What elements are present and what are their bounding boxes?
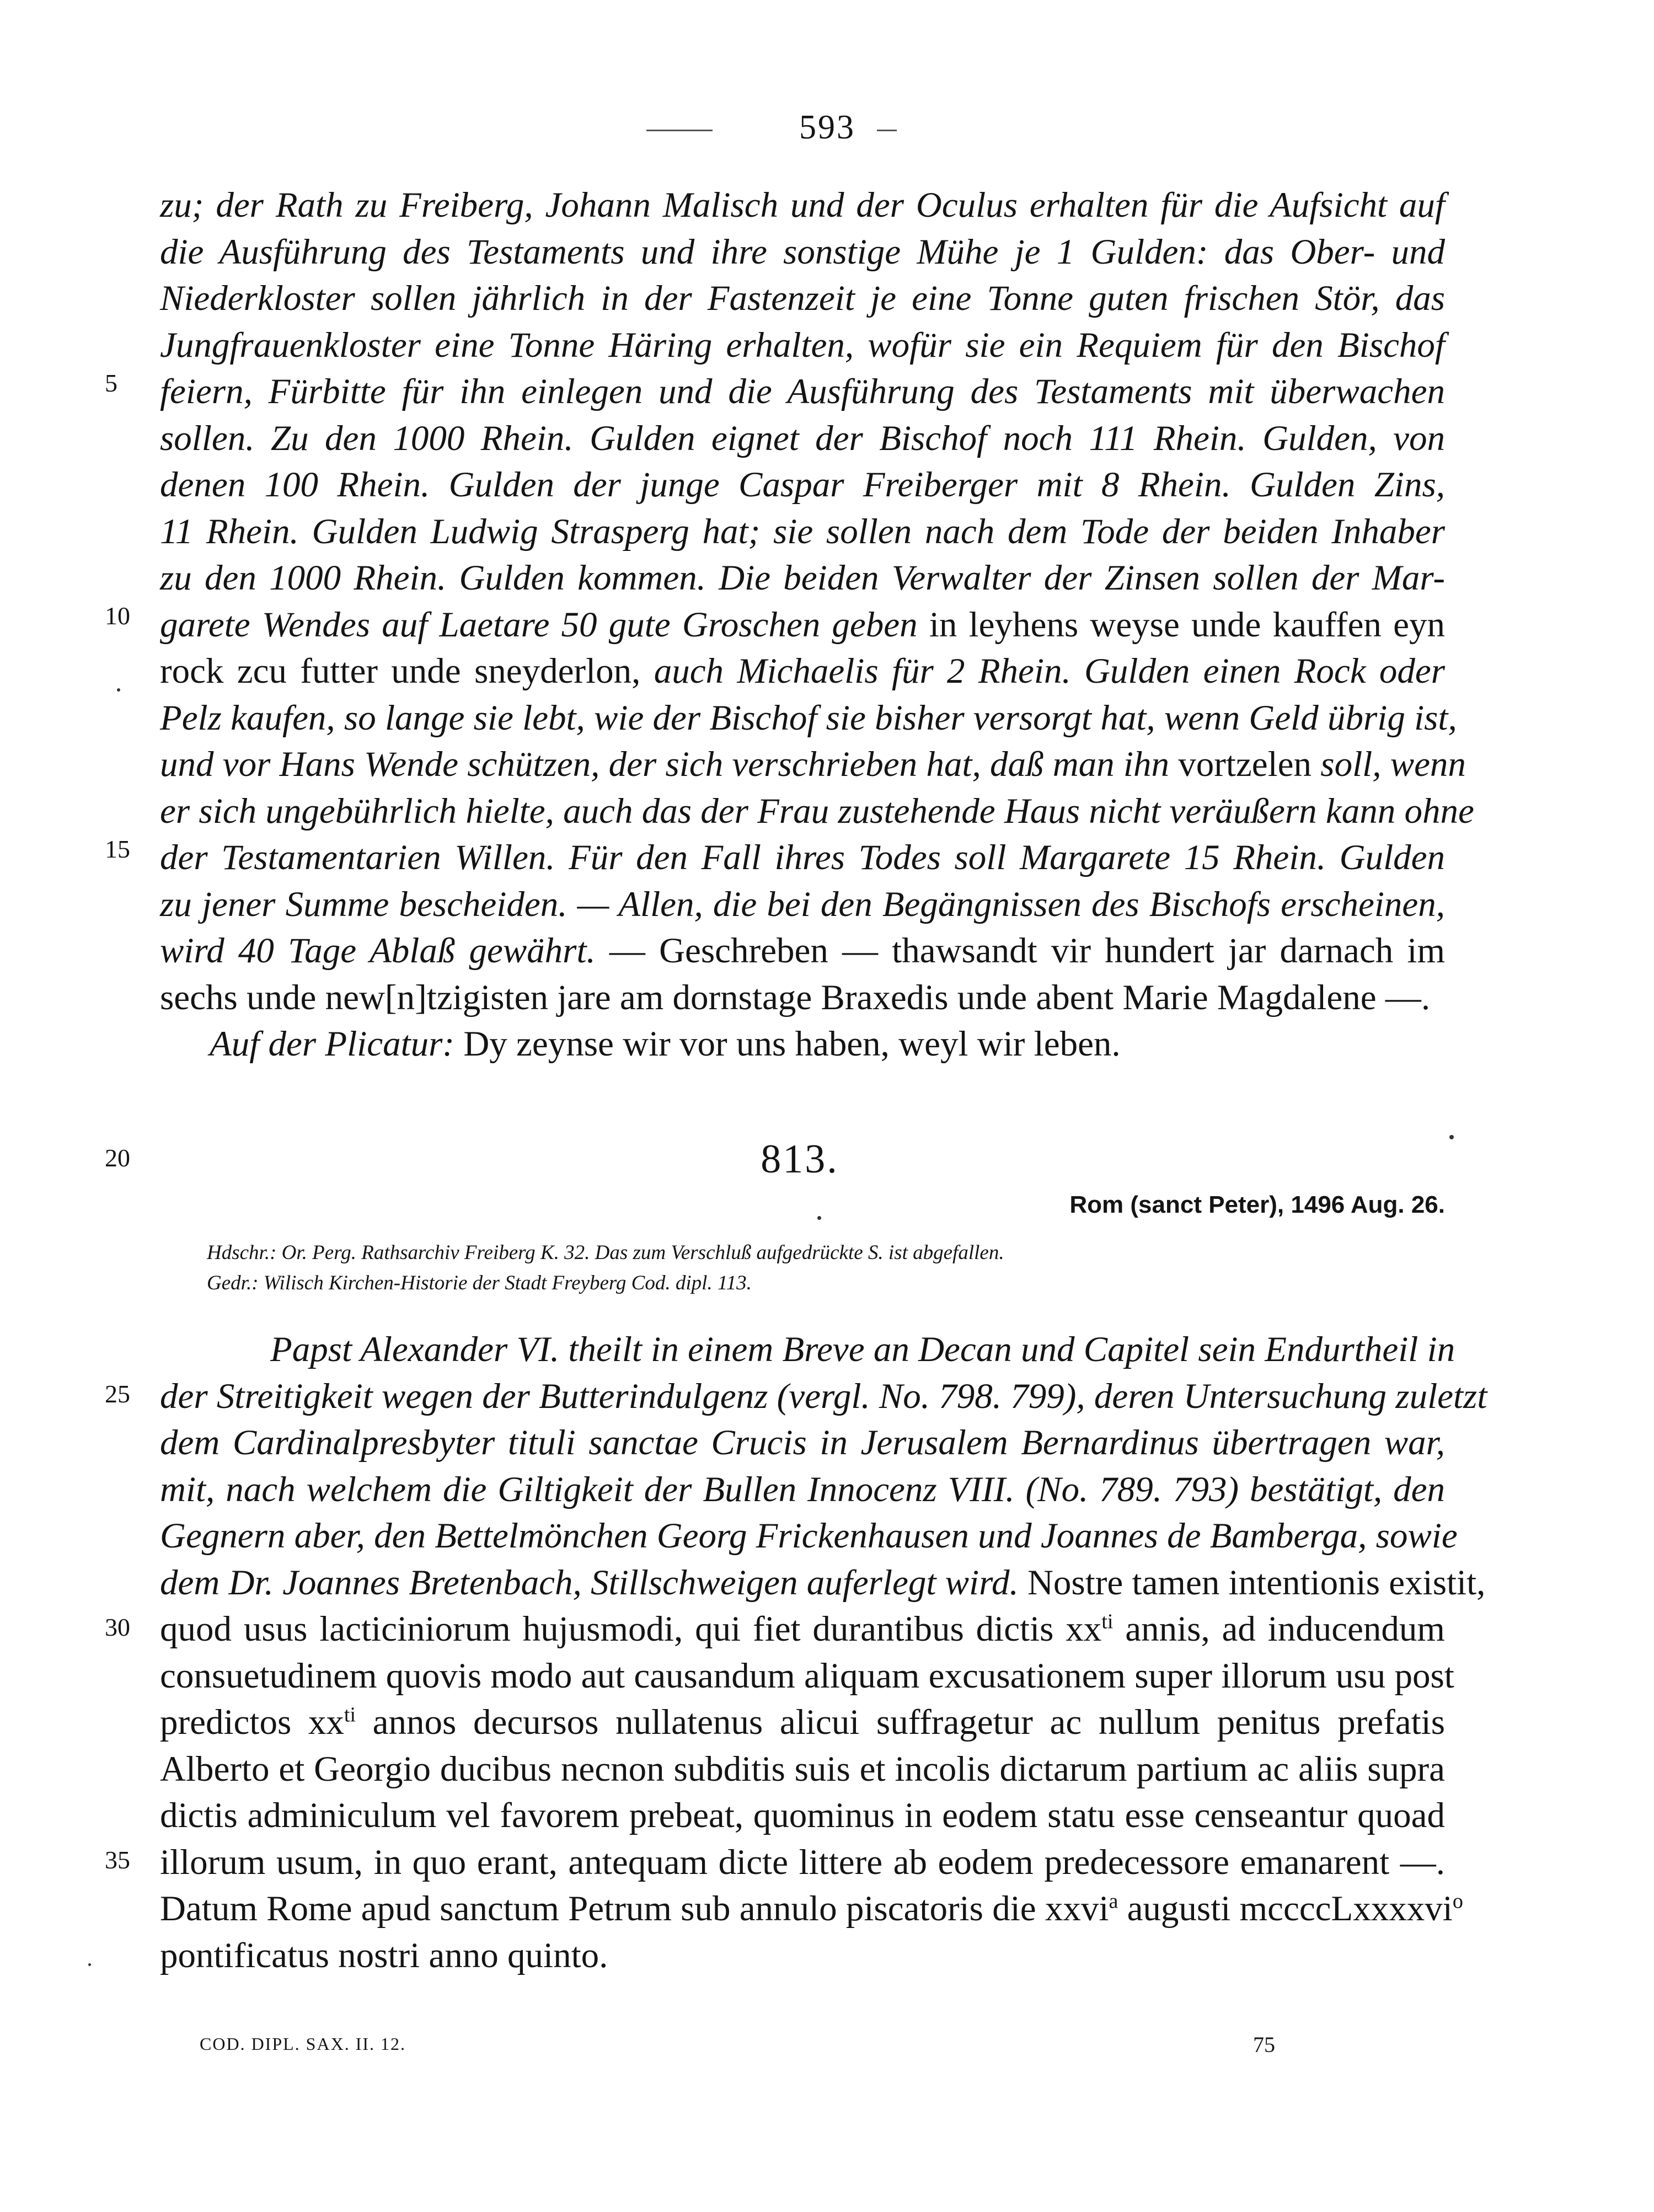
- text-line: [160, 1560, 1486, 1606]
- line-number-10: 10: [105, 602, 130, 630]
- line-number-15: 15: [105, 835, 130, 863]
- text-line: [160, 928, 1445, 974]
- text-line: [160, 182, 1445, 229]
- line-number-35: 35: [105, 1846, 130, 1874]
- scan-speck: [817, 1216, 821, 1220]
- superscript: o: [1452, 1889, 1463, 1913]
- text-run: consuetudinem quovis modo aut causandum aliquam excusationem super illorum usu post: [160, 1656, 1454, 1696]
- text-line: [160, 1373, 1487, 1420]
- document-dateline: Rom (sanct Peter), 1496 Aug. 26.: [1069, 1191, 1445, 1218]
- header-rule-left: [646, 130, 713, 131]
- text-line: [160, 974, 1445, 1021]
- text-run: dem Cardinalpresbyter tituli sanctae Crucis in Jerusalem Bernardinus übertragen war,: [160, 1423, 1445, 1463]
- text-run: mit, nach welchem die Giltigkeit der Bullen Innocenz VIII. (No. 789. 793) bestätigt, den: [160, 1469, 1445, 1509]
- text-line: [160, 508, 1445, 555]
- scan-speck: [1449, 1135, 1454, 1139]
- text-run: Datum Rome apud sanctum Petrum sub annulo piscatoris die xxvi: [160, 1889, 1109, 1929]
- text-run: Gegnern aber, den Bettelmönchen Georg Frickenhausen und Joannes de Bamberga, sowie: [160, 1516, 1458, 1556]
- text-run: zu den 1000 Rhein. Gulden kommen. Die beiden Verwalter der Zinsen sollen der Mar-: [160, 558, 1445, 598]
- text-line: [160, 322, 1445, 369]
- text-run: sechs unde new[n]tzigisten jare am dornstage Braxedis unde abent Marie Magdalene —.: [160, 977, 1431, 1017]
- line-number-20: 20: [105, 1144, 130, 1172]
- line-number-30: 30: [105, 1613, 130, 1641]
- text-run: augusti mccccLxxxxvi: [1118, 1889, 1453, 1929]
- document-813-text: [160, 1326, 1487, 1979]
- line-number-25: 25: [105, 1380, 130, 1408]
- text-line: [160, 602, 1445, 649]
- text-line: [160, 695, 1457, 742]
- line-number-5: 5: [105, 369, 117, 397]
- text-run: wird 40 Tage Ablaß gewährt.: [160, 931, 596, 971]
- text-run: Alberto et Georgio ducibus necnon subditis suis et incolis dictarum partium ac aliis supra: [160, 1749, 1445, 1789]
- text-line: [160, 1699, 1445, 1746]
- text-line: [160, 1606, 1445, 1653]
- text-run: Jungfrauenkloster eine Tonne Häring erhalten, wofür sie ein Requiem für den Bischof: [160, 325, 1445, 365]
- footer-series: COD. DIPL. SAX. II. 12.: [200, 2034, 406, 2054]
- text-line: [160, 788, 1474, 835]
- text-run: dem Dr. Joannes Bretenbach, Stillschweigen auferlegt wird.: [160, 1562, 1019, 1603]
- text-run: denen 100 Rhein. Gulden der junge Caspar Freiberger mit 8 Rhein. Gulden Zins,: [160, 465, 1445, 505]
- scan-speck: [117, 688, 120, 692]
- text-line: [160, 1420, 1445, 1466]
- footer-sheet-number: 75: [1253, 2032, 1275, 2057]
- superscript: ti: [344, 1703, 356, 1727]
- scan-speck: [88, 1963, 91, 1966]
- text-line: [160, 881, 1445, 928]
- page-number: 593: [799, 109, 855, 146]
- text-run: sollen. Zu den 1000 Rhein. Gulden eignet der Bischof noch 111 Rhein. Gulden, von: [160, 418, 1445, 458]
- text-run: in leyhens weyse unde kauffen eyn: [917, 604, 1445, 645]
- text-line: [160, 1792, 1445, 1839]
- text-run: quod usus lacticiniorum hujusmodi, qui fiet durantibus dictis xx: [160, 1609, 1102, 1649]
- text-run: die Ausführung des Testaments und ihre sonstige Mühe je 1 Gulden: das Ober- und: [160, 232, 1445, 272]
- text-line: [160, 741, 1466, 788]
- text-run: dictis adminiculum vel favorem prebeat, quominus in eodem statu esse censeantur quoad: [160, 1796, 1445, 1835]
- continuation-paragraph: [160, 182, 1474, 1068]
- document-number: 813.: [761, 1137, 839, 1182]
- text-run: Papst Alexander VI. theilt in einem Breve an Decan und Capitel sein Endurtheil in: [270, 1330, 1455, 1369]
- text-run: der Streitigkeit wegen der Butterindulgenz (vergl. No. 798. 799), deren Untersuchung zuletzt: [160, 1376, 1487, 1416]
- text-run: auch Michaelis für 2 Rhein. Gulden einen Rock oder: [654, 651, 1446, 691]
- text-run: feiern, Fürbitte für ihn einlegen und die Ausführung des Testaments mit überwachen: [160, 372, 1445, 411]
- text-run: predictos xx: [160, 1702, 344, 1742]
- text-run: er sich ungebührlich hielte, auch das der Frau zustehende Haus nicht veräußern kann ohne: [160, 791, 1474, 831]
- text-line: [160, 275, 1445, 322]
- text-line: [160, 1513, 1458, 1560]
- text-run: der Testamentarien Willen. Für den Fall ihres Todes soll Margarete 15 Rhein. Gulden: [160, 838, 1445, 877]
- text-line: [160, 1746, 1445, 1793]
- text-line: [160, 648, 1445, 695]
- text-run: annos decursos nullatenus alicui suffragetur ac nullum penitus prefatis: [356, 1702, 1445, 1742]
- text-run: garete Wendes auf Laetare 50 gute Groschen geben: [160, 604, 918, 645]
- text-run: Pelz kaufen, so lange sie lebt, wie der Bischof sie bisher versorgt hat, wenn Geld übrig ist,: [160, 698, 1457, 738]
- text-run: zu jener Summe bescheiden. — Allen, die bei den Begängnissen des Bischofs erscheinen,: [160, 884, 1445, 924]
- text-line: [160, 1326, 1455, 1373]
- source-note-print: Gedr.: Wilisch Kirchen-Historie der Stadt Freyberg Cod. dipl. 113.: [207, 1272, 752, 1294]
- text-line: [160, 415, 1445, 462]
- superscript: ti: [1101, 1610, 1114, 1633]
- text-run: — Geschreben — thawsandt vir hundert jar darnach im: [595, 931, 1446, 971]
- text-line: [160, 555, 1445, 602]
- text-run: zu; der Rath zu Freiberg, Johann Malisch und der Oculus erhalten für die Aufsicht auf: [160, 185, 1445, 225]
- text-line: [160, 462, 1445, 508]
- text-run: illorum usum, in quo erant, antequam dicte littere ab eodem predecessore emanarent —.: [160, 1842, 1445, 1882]
- text-run: Nostre tamen intentionis existit,: [1018, 1562, 1486, 1603]
- text-run: Auf der Plicatur:: [210, 1024, 455, 1064]
- text-line: [160, 1932, 1445, 1979]
- text-line: [160, 1886, 1463, 1932]
- text-line: [160, 1466, 1445, 1513]
- superscript: a: [1109, 1889, 1118, 1913]
- text-run: Dy zeynse wir vor uns haben, weyl wir leben.: [454, 1024, 1121, 1064]
- text-line: [160, 834, 1445, 881]
- text-line: [160, 1839, 1445, 1886]
- text-run: annis, ad inducendum: [1113, 1609, 1445, 1649]
- text-run: und vor Hans Wende schützen, der sich verschrieben hat, daß man ihn: [160, 745, 1179, 784]
- text-run: vortzelen: [1178, 745, 1321, 784]
- text-line: [160, 1021, 1445, 1068]
- text-line: [160, 368, 1445, 415]
- text-line: [160, 1653, 1454, 1700]
- text-run: Niederkloster sollen jährlich in der Fastenzeit je eine Tonne guten frischen Stör, das: [160, 278, 1445, 318]
- text-run: rock zcu futter unde sneyderlon,: [160, 651, 654, 691]
- text-run: soll, wenn: [1320, 745, 1466, 784]
- text-line: [160, 229, 1445, 276]
- text-run: pontificatus nostri anno quinto.: [160, 1935, 608, 1975]
- text-run: 11 Rhein. Gulden Ludwig Strasperg hat; sie sollen nach dem Tode der beiden Inhaber: [160, 511, 1445, 551]
- source-note-manuscript: Hdschr.: Or. Perg. Rathsarchiv Freiberg K. 32. Das zum Verschluß aufgedrückte S. ist abgefallen.: [207, 1241, 1004, 1264]
